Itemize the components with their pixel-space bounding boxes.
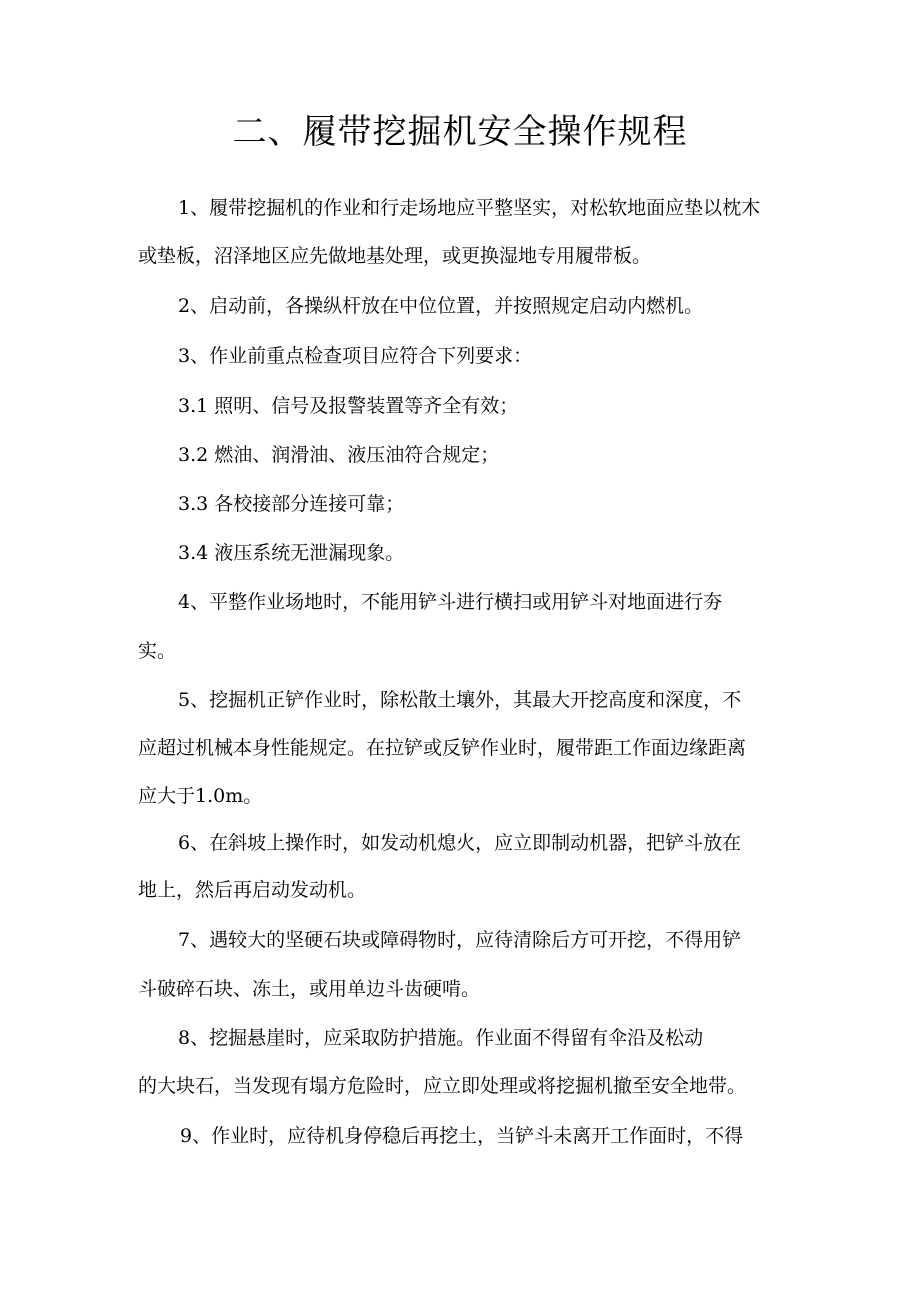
text-line-18: 8、挖掘悬崖时，应采取防护措施。作业面不得留有伞沿及松动 [178,1027,704,1049]
text-line-9: 4、平整作业场地时，不能用铲斗进行横扫或用铲斗对地面进行夯 [178,591,723,613]
text-line-17: 斗破碎石块、冻土，或用单边斗齿硬啃。 [138,978,481,1000]
text-line-5: 3.1 照明、信号及报警装置等齐全有效； [178,395,519,417]
text-line-10: 实。 [138,640,177,662]
text-line-6: 3.2 燃油、润滑油、液压油符合规定； [178,444,500,466]
text-line-16: 7、遇较大的坚硬石块或障碍物时，应待清除后方可开挖，不得用铲 [178,929,742,951]
text-line-11: 5、挖掘机正铲作业时，除松散土壤外，其最大开挖高度和深度，不 [178,689,742,711]
page-title: 二、履带挖掘机安全操作规程 [232,112,688,152]
text-line-8: 3.4 液压系统无泄漏现象。 [178,542,405,564]
text-line-3: 2、启动前，各操纵杆放在中位位置，并按照规定启动内燃机。 [178,295,704,317]
text-line-7: 3.3 各校接部分连接可靠； [178,493,405,515]
text-line-15: 地上，然后再启动发动机。 [138,879,367,901]
text-line-2: 或垫板，沼泽地区应先做地基处理，或更换湿地专用履带板。 [138,245,652,267]
text-line-20: 9、作业时，应待机身停稳后再挖土，当铲斗未离开工作面时，不得 [180,1125,744,1147]
text-line-19: 的大块石，当发现有塌方危险时，应立即处理或将挖掘机撤至安全地带。 [138,1075,747,1097]
text-line-14: 6、在斜坡上操作时，如发动机熄火，应立即制动机器，把铲斗放在 [178,832,742,854]
text-line-13: 应大于1.0m。 [138,785,263,807]
text-line-4: 3、作业前重点检查项目应符合下列要求： [178,345,533,367]
text-line-1: 1、履带挖掘机的作业和行走场地应平整坚实，对松软地面应垫以枕木 [178,197,761,219]
text-line-12: 应超过机械本身性能规定。在拉铲或反铲作业时，履带距工作面边缘距离 [138,737,747,759]
